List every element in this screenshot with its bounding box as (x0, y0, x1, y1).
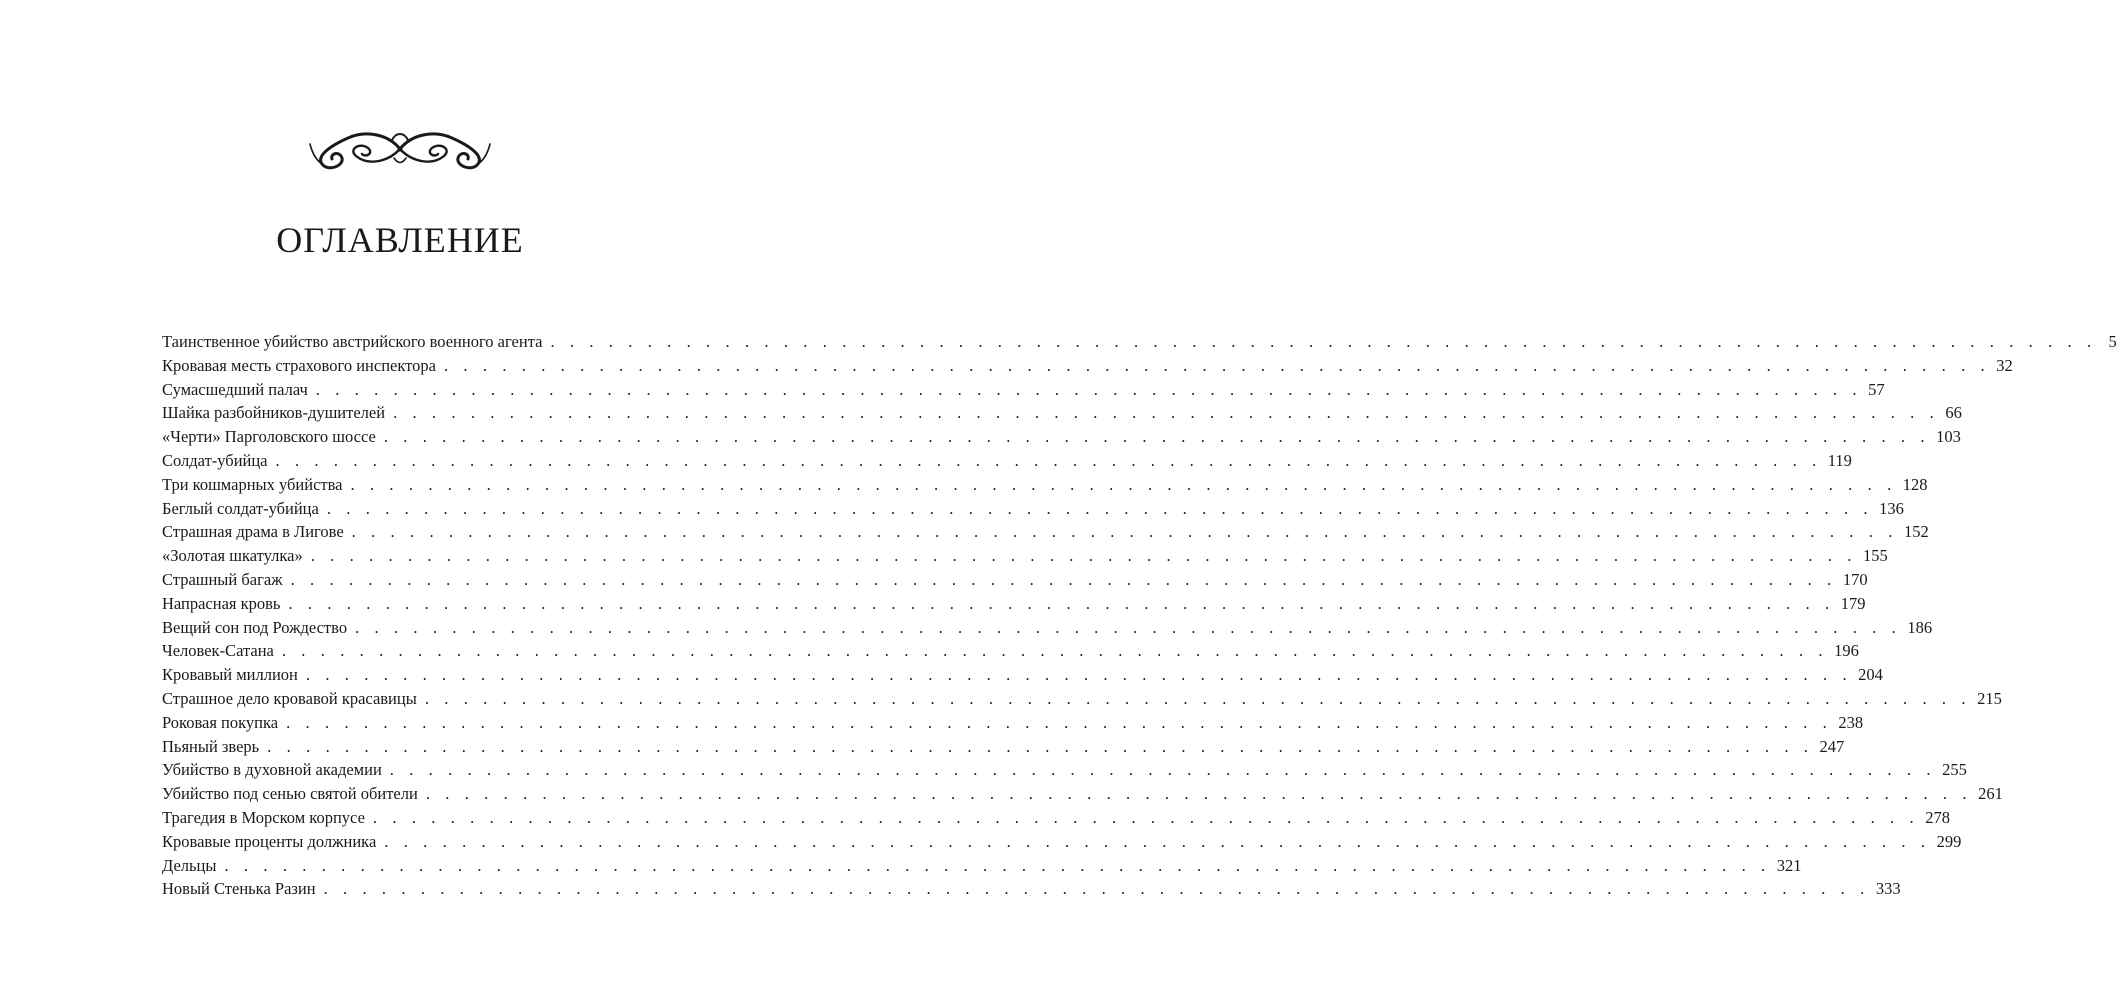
toc-entry-page-number: 119 (1827, 450, 1852, 470)
toc-entry[interactable] (162, 568, 1868, 592)
toc-entry[interactable] (162, 711, 1864, 735)
toc-entry-title: «Золотая шкатулка» (162, 546, 303, 566)
toc-entry-page-number: 247 (1819, 736, 1845, 756)
toc-dot-leader: . . . . . . . . . . . . . . . . . . . . . . . . . . . . . . . . . . . . . . . . . . . . . . . . . . . . . . . . . . . . . . . . . . . . . . . . . . . . . . . . (305, 665, 1853, 685)
toc-entry-page-number: 215 (1977, 688, 2002, 708)
toc-entry-page-number: 155 (1863, 546, 1888, 566)
toc-entry[interactable] (162, 520, 1929, 544)
toc-entry-page-number: 103 (1936, 427, 1961, 447)
toc-entry[interactable] (162, 877, 1901, 901)
toc-entry-title: Страшное дело кровавой красавицы (162, 688, 417, 708)
toc-dot-leader: . . . . . . . . . . . . . . . . . . . . . . . . . . . . . . . . . . . . . . . . . . . . . . . . . . . . . . . . . . . . . . . . . . . . . . . . . . . . . . . . (389, 760, 1937, 780)
toc-dot-leader: . . . . . . . . . . . . . . . . . . . . . . . . . . . . . . . . . . . . . . . . . . . . . . . . . . . . . . . . . . . . . . . . . . . . . . . . . . . . . . . . (326, 498, 1874, 518)
toc-entry-title: Дельцы (162, 855, 217, 875)
toc-entry-title: Пьяный зверь (162, 736, 260, 756)
toc-entry[interactable] (162, 497, 1904, 521)
toc-dot-leader: . . . . . . . . . . . . . . . . . . . . . . . . . . . . . . . . . . . . . . . . . . . . . . . . . . . . . . . . . . . . . . . . . . . . . . . . . . . . . . . . (267, 736, 1814, 756)
toc-entry-page-number: 66 (1945, 403, 1962, 423)
toc-dot-leader: . . . . . . . . . . . . . . . . . . . . . . . . . . . . . . . . . . . . . . . . . . . . . . . . . . . . . . . . . . . . . . . . . . . . . . . . . . . . . . . . (355, 617, 1902, 637)
flourish-ornament-icon (308, 122, 492, 174)
toc-entry[interactable] (162, 854, 1802, 878)
toc-dot-leader: . . . . . . . . . . . . . . . . . . . . . . . . . . . . . . . . . . . . . . . . . . . . . . . . . . . . . . . . . . . . . . . . . . . . . . . . . . . . . . . . (383, 427, 1931, 447)
toc-entry-page-number: 321 (1776, 855, 1802, 875)
toc-dot-leader: . . . . . . . . . . . . . . . . . . . . . . . . . . . . . . . . . . . . . . . . . . . . . . . . . . . . . . . . . . . . . . . . . . . . . . . . . . . . . . . . (288, 593, 1835, 613)
toc-entry-page-number: 255 (1942, 760, 1967, 780)
toc-entry-title: Трагедия в Морском корпусе (162, 807, 365, 827)
toc-entry[interactable] (162, 782, 2003, 806)
toc-entry-title: Кровавая месть страхового инспектора (162, 355, 436, 375)
toc-entry-title: Напрасная кровь (162, 593, 281, 613)
toc-entry-page-number: 128 (1902, 474, 1928, 494)
toc-entry-title: Солдат-убийца (162, 450, 268, 470)
toc-entry-page-number: 261 (1978, 784, 2003, 804)
toc-dot-leader: . . . . . . . . . . . . . . . . . . . . . . . . . . . . . . . . . . . . . . . . . . . . . . . . . . . . . . . . . . . . . . . . . . . . . . . . . . . . . . . . (372, 807, 1920, 827)
toc-entry-page-number: 204 (1858, 665, 1883, 685)
toc-dot-leader: . . . . . . . . . . . . . . . . . . . . . . . . . . . . . . . . . . . . . . . . . . . . . . . . . . . . . . . . . . . . . . . . . . . . . . . . . . . . . . . . (443, 355, 1991, 375)
toc-entry-title: Страшная драма в Лигове (162, 522, 344, 542)
toc-entry[interactable] (162, 378, 1885, 402)
toc-entry[interactable] (162, 449, 1852, 473)
toc-entry-page-number: 136 (1879, 498, 1904, 518)
toc-entry-title: Сумасшедший палач (162, 379, 308, 399)
toc-entry-page-number: 5 (2108, 332, 2117, 351)
toc-entry-page-number: 186 (1907, 617, 1933, 637)
toc-entry-page-number: 179 (1840, 593, 1866, 613)
toc-entry-page-number: 333 (1875, 879, 1901, 899)
toc-entry[interactable] (162, 687, 2002, 711)
toc-entry[interactable] (162, 473, 1928, 497)
toc-entry[interactable] (162, 616, 1933, 640)
toc-entry-title: Новый Стенька Разин (162, 879, 316, 899)
toc-dot-leader: . . . . . . . . . . . . . . . . . . . . . . . . . . . . . . . . . . . . . . . . . . . . . . . . . . . . . . . . . . . . . . . . . . . . . . . . . . . . . . . . (425, 784, 1973, 804)
toc-dot-leader: . . . . . . . . . . . . . . . . . . . . . . . . . . . . . . . . . . . . . . . . . . . . . . . . . . . . . . . . . . . . . . . . . . . . . . . . . . . . . . . . (550, 332, 2097, 351)
toc-entry-page-number: 238 (1838, 712, 1864, 732)
toc-entry[interactable] (162, 354, 2013, 378)
toc-entry-page-number: 196 (1834, 641, 1859, 661)
toc-entry[interactable] (162, 806, 1950, 830)
toc-entry-title: Беглый солдат-убийца (162, 498, 319, 518)
toc-dot-leader: . . . . . . . . . . . . . . . . . . . . . . . . . . . . . . . . . . . . . . . . . . . . . . . . . . . . . . . . . . . . . . . . . . . . . . . . . . . . . . . . (350, 474, 1897, 494)
toc-dot-leader: . . . . . . . . . . . . . . . . . . . . . . . . . . . . . . . . . . . . . . . . . . . . . . . . . . . . . . . . . . . . . . . . . . . . . . . . . . . . . . . . (310, 546, 1858, 566)
toc-dot-leader: . . . . . . . . . . . . . . . . . . . . . . . . . . . . . . . . . . . . . . . . . . . . . . . . . . . . . . . . . . . . . . . . . . . . . . . . . . . . . . . . (351, 522, 1898, 542)
toc-entry-title: Три кошмарных убийства (162, 474, 343, 494)
toc-entry-title: Таинственное убийство австрийского военного агента (162, 332, 543, 351)
toc-entry[interactable] (162, 735, 1845, 759)
toc-entry-title: Кровавые проценты должника (162, 831, 377, 851)
toc-entry-title: Роковая покупка (162, 712, 279, 732)
toc-dot-leader: . . . . . . . . . . . . . . . . . . . . . . . . . . . . . . . . . . . . . . . . . . . . . . . . . . . . . . . . . . . . . . . . . . . . . . . . . . . . . . . . (286, 712, 1833, 732)
toc-dot-leader: . . . . . . . . . . . . . . . . . . . . . . . . . . . . . . . . . . . . . . . . . . . . . . . . . . . . . . . . . . . . . . . . . . . . . . . . . . . . . . . . (323, 879, 1870, 899)
toc-entry-title: Шайка разбойников-душителей (162, 403, 386, 423)
toc-entry[interactable] (162, 330, 2117, 354)
toc-entry-title: Вещий сон под Рождество (162, 617, 348, 637)
toc-entry[interactable] (162, 401, 1962, 425)
toc-dot-leader: . . . . . . . . . . . . . . . . . . . . . . . . . . . . . . . . . . . . . . . . . . . . . . . . . . . . . . . . . . . . . . . . . . . . . . . . . . . . . . . . (384, 831, 1931, 851)
toc-entry[interactable] (162, 592, 1866, 616)
toc-entry-page-number: 57 (1868, 379, 1885, 399)
toc-dot-leader: . . . . . . . . . . . . . . . . . . . . . . . . . . . . . . . . . . . . . . . . . . . . . . . . . . . . . . . . . . . . . . . . . . . . . . . . . . . . . . . . (281, 641, 1829, 661)
toc-entry[interactable] (162, 544, 1888, 568)
toc-entry[interactable] (162, 758, 1967, 782)
toc-entry-page-number: 32 (1996, 355, 2013, 375)
toc-entry-title: Кровавый миллион (162, 665, 298, 685)
toc-dot-leader: . . . . . . . . . . . . . . . . . . . . . . . . . . . . . . . . . . . . . . . . . . . . . . . . . . . . . . . . . . . . . . . . . . . . . . . . . . . . . . . . (424, 688, 1972, 708)
toc-entry-title: Убийство под сенью святой обители (162, 784, 418, 804)
page-title: ОГЛАВЛЕНИЕ (276, 220, 524, 260)
toc-entry[interactable] (162, 663, 1883, 687)
toc-entry[interactable] (162, 425, 1961, 449)
toc-entry-title: Человек-Сатана (162, 641, 274, 661)
toc-entry-title: «Черти» Парголовского шоссе (162, 427, 376, 447)
toc-dot-leader: . . . . . . . . . . . . . . . . . . . . . . . . . . . . . . . . . . . . . . . . . . . . . . . . . . . . . . . . . . . . . . . . . . . . . . . . . . . . . . . . (290, 569, 1837, 589)
toc-dot-leader: . . . . . . . . . . . . . . . . . . . . . . . . . . . . . . . . . . . . . . . . . . . . . . . . . . . . . . . . . . . . . . . . . . . . . . . . . . . . . . . . (315, 379, 1863, 399)
toc-entry[interactable] (162, 639, 1859, 663)
toc-dot-leader: . . . . . . . . . . . . . . . . . . . . . . . . . . . . . . . . . . . . . . . . . . . . . . . . . . . . . . . . . . . . . . . . . . . . . . . . . . . . . . . . (275, 450, 1822, 470)
table-of-contents (162, 330, 2117, 901)
toc-entry-title: Убийство в духовной академии (162, 760, 382, 780)
toc-entry-page-number: 152 (1903, 522, 1929, 542)
toc-entry-page-number: 170 (1842, 569, 1868, 589)
toc-dot-leader: . . . . . . . . . . . . . . . . . . . . . . . . . . . . . . . . . . . . . . . . . . . . . . . . . . . . . . . . . . . . . . . . . . . . . . . . . . . . . . . . (224, 855, 1771, 875)
toc-entry-page-number: 278 (1925, 807, 1950, 827)
toc-entry-page-number: 299 (1936, 831, 1962, 851)
toc-dot-leader: . . . . . . . . . . . . . . . . . . . . . . . . . . . . . . . . . . . . . . . . . . . . . . . . . . . . . . . . . . . . . . . . . . . . . . . . . . . . . . . . (393, 403, 1940, 423)
toc-entry-title: Страшный багаж (162, 569, 283, 589)
toc-entry[interactable] (162, 830, 1962, 854)
